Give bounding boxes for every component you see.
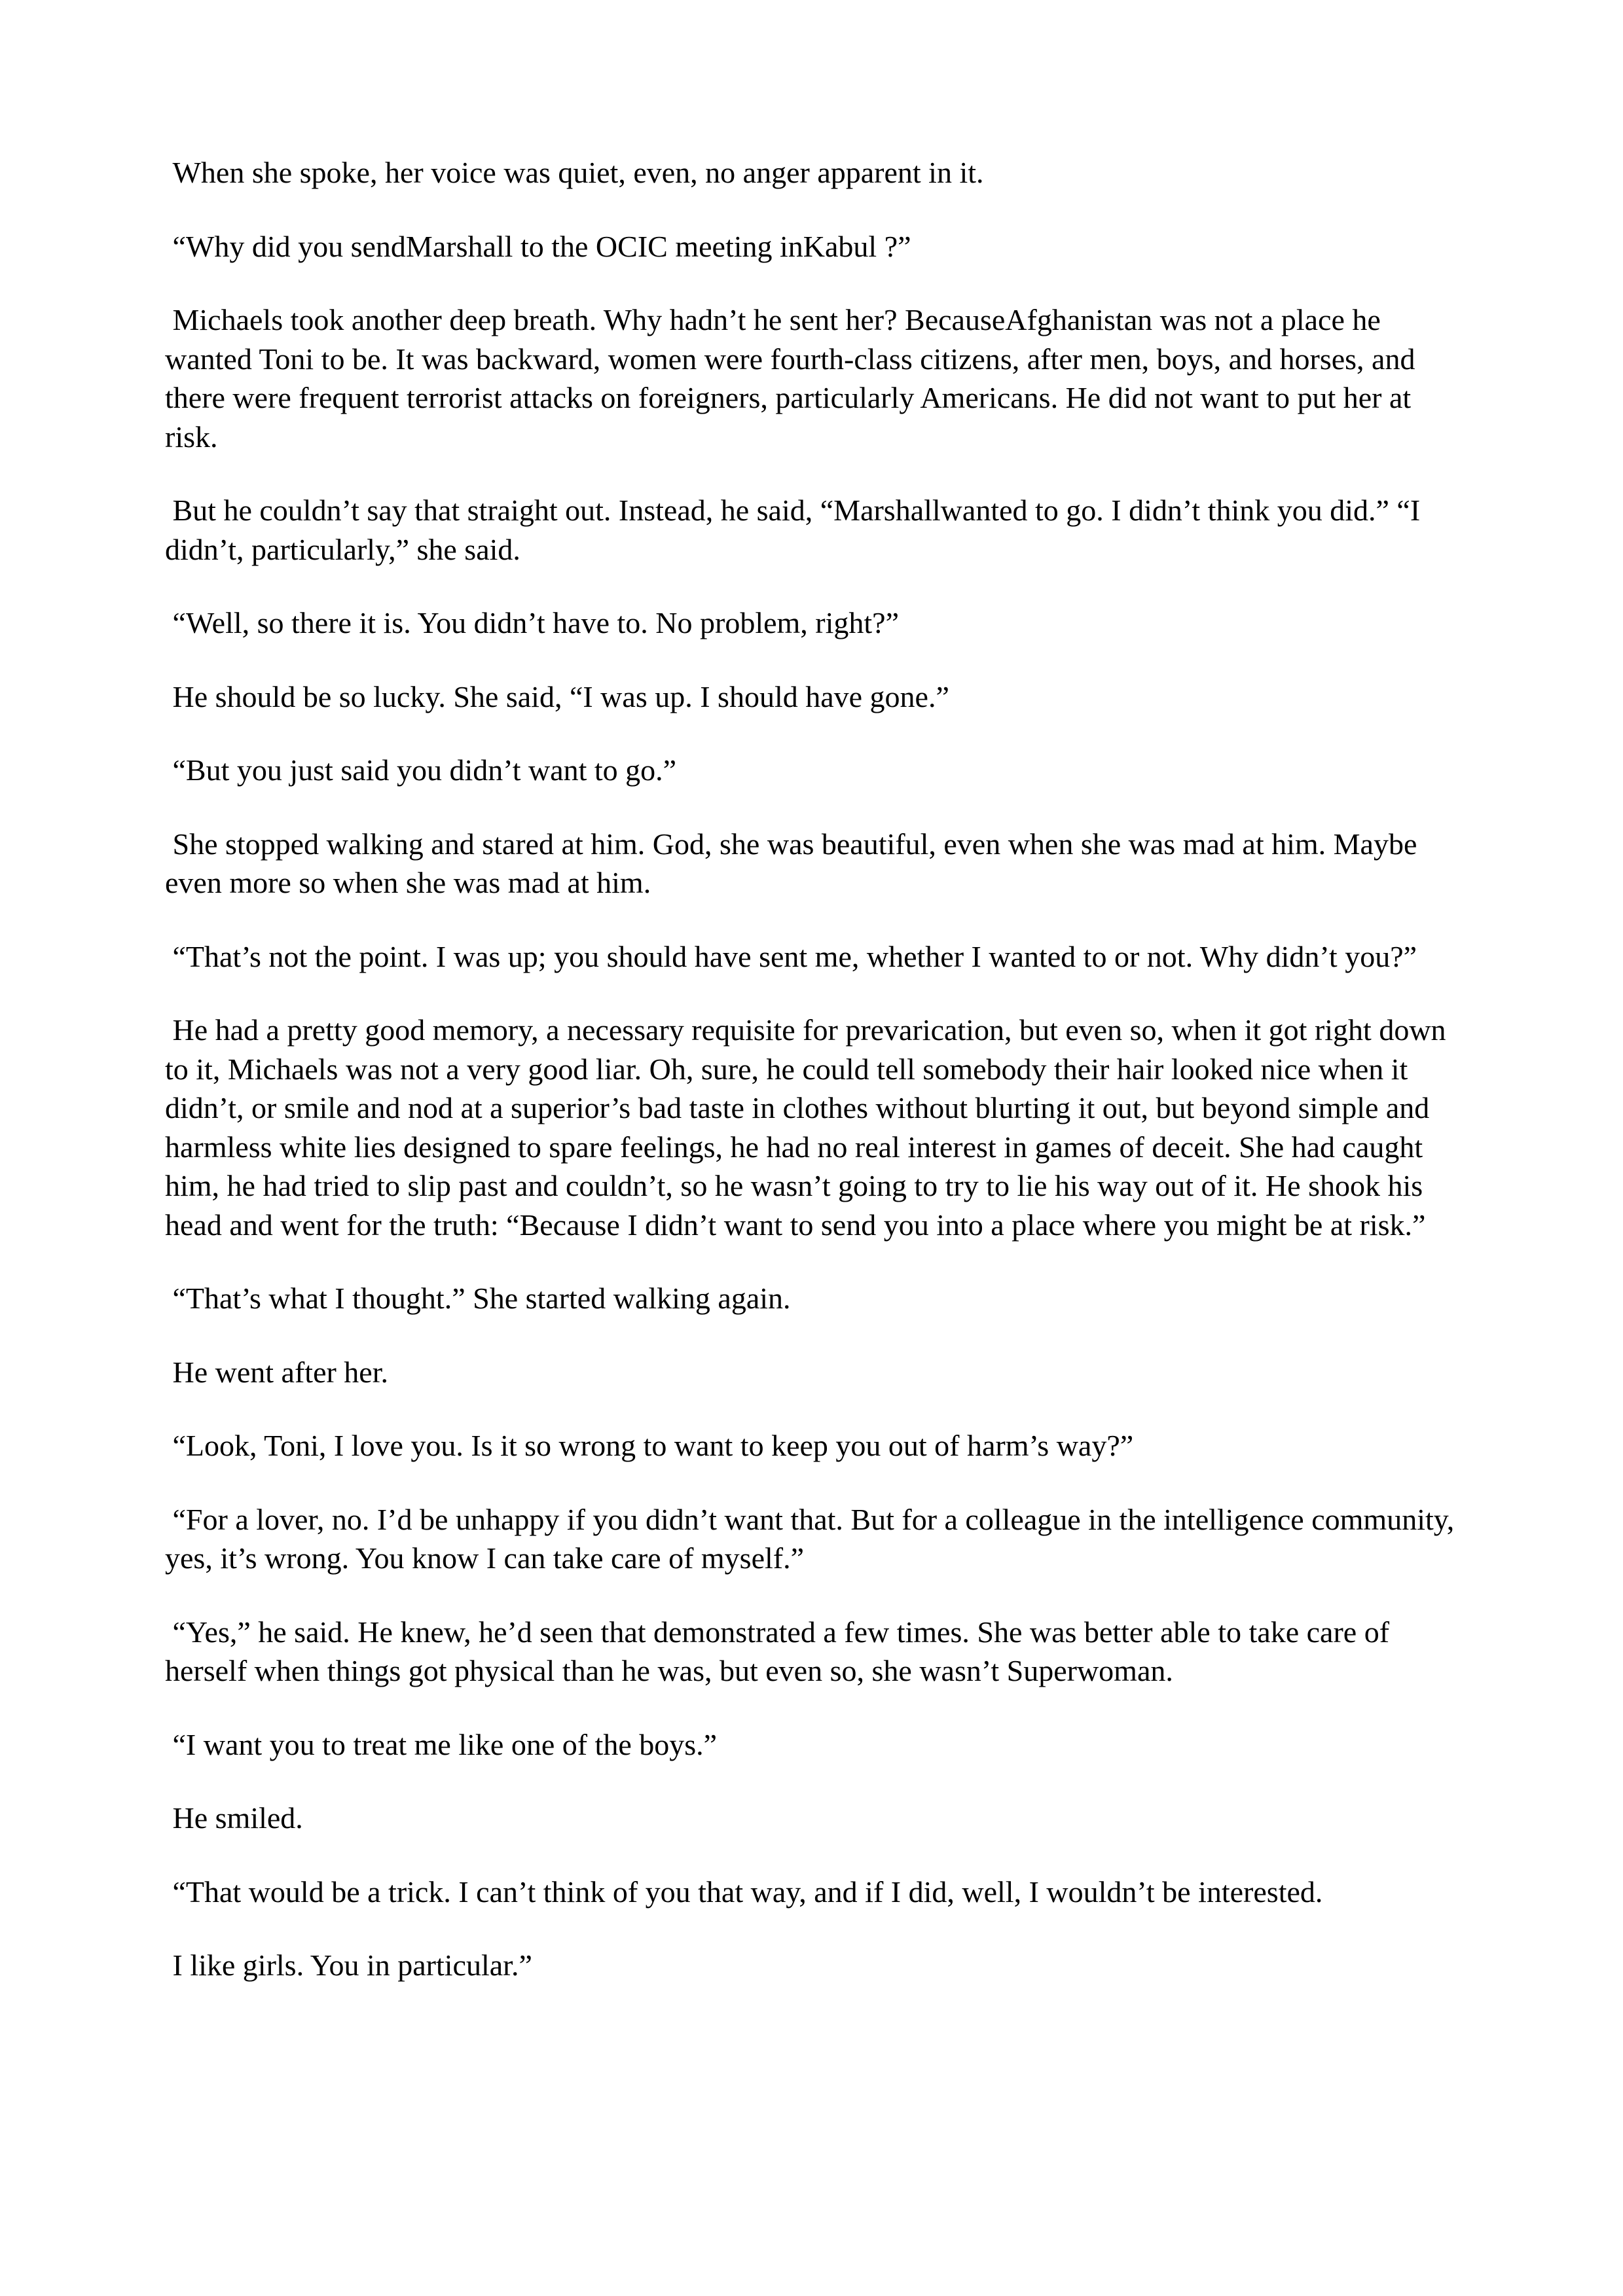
paragraph: “I want you to treat me like one of the boys.”	[165, 1727, 718, 1761]
paragraph: “Yes,” he said. He knew, he’d seen that demonstrated a few times. She was better able to take care of herself when things got physical than he was, but even so, she wasn’t Superwoman.	[165, 1615, 1397, 1687]
paragraph: He went after her.	[165, 1355, 389, 1389]
paragraph: “That’s not the point. I was up; you should have sent me, whether I wanted to or not. Why didn’t you?”	[165, 939, 1417, 973]
paragraph: Michaels took another deep breath. Why hadn’t he sent her? BecauseAfghanistan was not a place he wanted Toni to be. It was backward, women were fourth-class citizens, after men, boys, and horses, and there were frequent terrorist attacks on foreigners, particularly Americans. He did not want to put her at risk.	[165, 303, 1423, 454]
paragraph: “But you just said you didn’t want to go.”	[165, 753, 677, 787]
paragraph: “Look, Toni, I love you. Is it so wrong to want to keep you out of harm’s way?”	[165, 1429, 1134, 1462]
paragraph: I like girls. You in particular.”	[165, 1948, 532, 1982]
body-text	[165, 153, 1468, 2020]
paragraph: She stopped walking and stared at him. God, she was beautiful, even when she was mad at him. Maybe even more so when she was mad at him.	[165, 827, 1425, 899]
paragraph: But he couldn’t say that straight out. Instead, he said, “Marshallwanted to go. I didn’t think you did.” “I didn’t, particularly,” she said.	[165, 493, 1428, 566]
paragraph: When she spoke, her voice was quiet, even, no anger apparent in it.	[165, 156, 984, 189]
paragraph: “Why did you sendMarshall to the OCIC meeting inKabul ?”	[165, 229, 911, 263]
paragraph: “That would be a trick. I can’t think of you that way, and if I did, well, I wouldn’t be interested.	[165, 1874, 1323, 1909]
paragraph: “Well, so there it is. You didn’t have to. No problem, right?”	[165, 606, 900, 639]
paragraph: “For a lover, no. I’d be unhappy if you didn’t want that. But for a colleague in the intelligence community, yes, it’s wrong. You know I can take care of myself.”	[165, 1502, 1462, 1575]
paragraph: He should be so lucky. She said, “I was up. I should have gone.”	[165, 679, 949, 713]
paragraph: He had a pretty good memory, a necessary requisite for prevarication, but even so, when it got right down to it, Michaels was not a very good liar. Oh, sure, he could tell somebody their hair looked nice when it didn’t, or smile and nod at a superior’s bad taste in clothes without blurting it out, but beyond simple and harmless white lies designed to spare feelings, he had no real interest in games of deceit. She had caught him, he had tried to slip past and couldn’t, so he wasn’t going to try to lie his way out of it. He shook his head and went for the truth: “Because I didn’t want to send you into a place where you might be at risk.”	[165, 1013, 1454, 1242]
paragraph: “That’s what I thought.” She started walking again.	[165, 1282, 791, 1315]
paragraph: He smiled.	[165, 1801, 303, 1835]
